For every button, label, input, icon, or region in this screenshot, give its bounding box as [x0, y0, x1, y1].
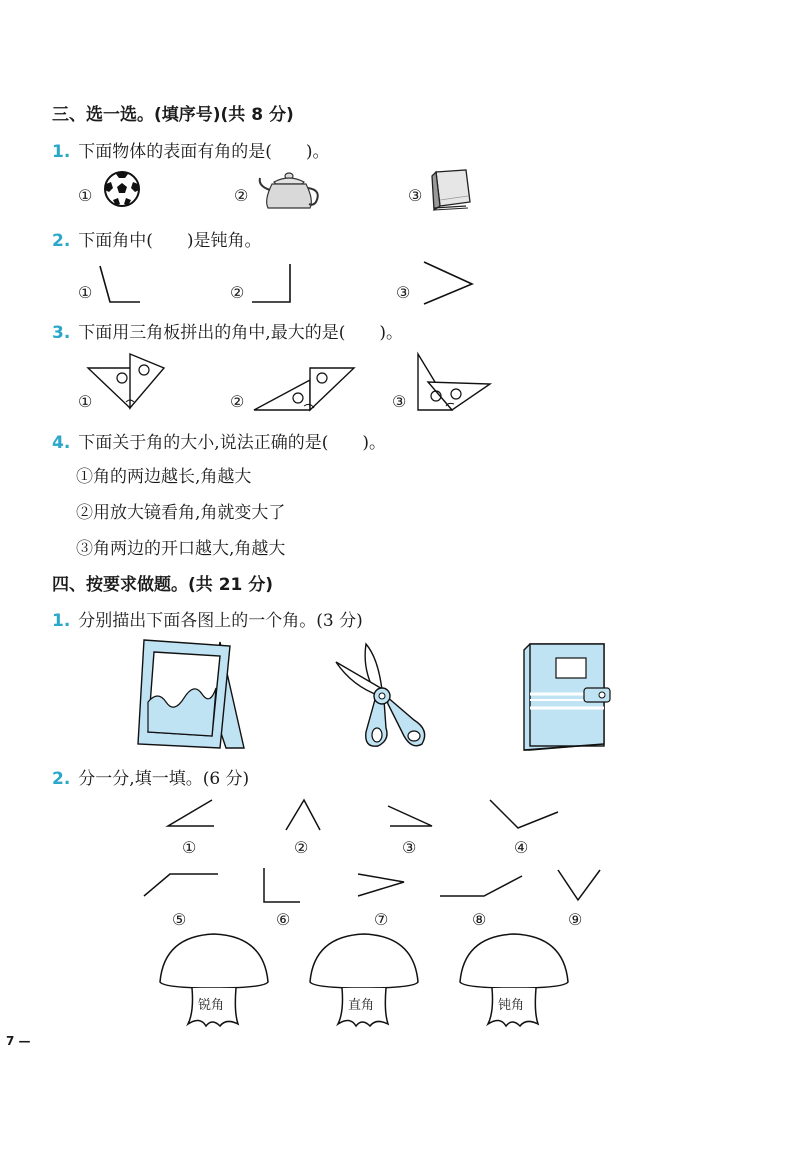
notebook-icon: [520, 640, 614, 754]
angle-label-1: ①: [182, 838, 197, 857]
angle-1-figure: [96, 262, 146, 306]
option-label: ③: [392, 392, 407, 411]
option-label: ①: [78, 283, 93, 302]
option-label: ③: [396, 283, 411, 302]
option-label: ②: [230, 392, 245, 411]
mushroom-right: [304, 932, 424, 1030]
question-number: 1.: [52, 611, 71, 631]
mushroom-label: 钝角: [498, 998, 525, 1013]
statement-3: ③角两边的开口越大,角越大: [76, 539, 286, 559]
angle-figure-8: [438, 872, 526, 902]
angle-label-4: ④: [514, 838, 529, 857]
mushroom-label: 锐角: [198, 998, 225, 1013]
question-text: 下面角中( )是钝角。: [78, 231, 262, 251]
question-text: 下面用三角板拼出的角中,最大的是( )。: [78, 323, 403, 343]
question-3-4: [52, 428, 386, 453]
mushroom-obtuse: [454, 932, 574, 1030]
question-text: 下面关于角的大小,说法正确的是( )。: [78, 433, 386, 453]
option-label: ①: [78, 186, 93, 205]
angle-label-6: ⑥: [276, 910, 291, 929]
angle-figure-1: [166, 798, 216, 830]
angle-label-3: ③: [402, 838, 417, 857]
angle-label-7: ⑦: [374, 910, 389, 929]
mushroom-icon: [304, 932, 424, 1030]
question-number: 3.: [52, 323, 71, 343]
question-number: 4.: [52, 433, 71, 453]
question-4-1: [52, 606, 363, 631]
angle-figure-6: [262, 866, 302, 906]
question-text: 分别描出下面各图上的一个角。(3 分): [78, 611, 363, 631]
question-text: 分一分,填一填。(6 分): [78, 769, 250, 789]
mushroom-label: 直角: [348, 998, 375, 1013]
question-number: 1.: [52, 142, 71, 162]
question-number: 2.: [52, 769, 71, 789]
angle-figure-5: [142, 870, 222, 900]
angle-figure-9: [556, 868, 606, 904]
angle-3-figure: [420, 260, 476, 306]
option-label: ②: [230, 283, 245, 302]
question-3-3: [52, 318, 403, 343]
angle-figure-7: [356, 870, 408, 900]
option-label: ①: [78, 392, 93, 411]
teapot-icon: [256, 170, 326, 212]
section-3-title: 三、选一选。(填序号)(共 8 分): [52, 105, 294, 125]
option-label: ③: [408, 186, 423, 205]
question-number: 2.: [52, 231, 71, 251]
scissors-icon: [332, 640, 432, 752]
angle-figure-4: [488, 798, 562, 834]
angle-label-8: ⑧: [472, 910, 487, 929]
statement-1: ①角的两边越长,角越大: [76, 467, 252, 487]
mushroom-acute: [154, 932, 274, 1030]
statement-2: ②用放大镜看角,角就变大了: [76, 503, 286, 523]
angle-label-2: ②: [294, 838, 309, 857]
section-4-title: 四、按要求做题。(共 21 分): [52, 575, 274, 595]
question-3-1: [52, 137, 330, 162]
angle-label-5: ⑤: [172, 910, 187, 929]
book-icon: [430, 168, 472, 212]
mushroom-icon: [154, 932, 274, 1030]
angle-figure-2: [284, 798, 324, 832]
angle-label-9: ⑨: [568, 910, 583, 929]
picture-frame-icon: [136, 636, 248, 754]
set-square-combo-2: [252, 366, 358, 414]
soccer-ball-icon: [103, 170, 143, 210]
angle-figure-3: [386, 804, 436, 830]
set-square-combo-3: [414, 352, 494, 414]
question-text: 下面物体的表面有角的是( )。: [78, 142, 330, 162]
option-label: ②: [234, 186, 249, 205]
mushroom-icon: [454, 932, 574, 1030]
question-3-2: [52, 226, 262, 251]
page-number: 7 —: [6, 1034, 31, 1048]
question-4-2: [52, 764, 249, 789]
set-square-combo-1: [86, 350, 168, 412]
angle-2-figure: [250, 262, 294, 306]
